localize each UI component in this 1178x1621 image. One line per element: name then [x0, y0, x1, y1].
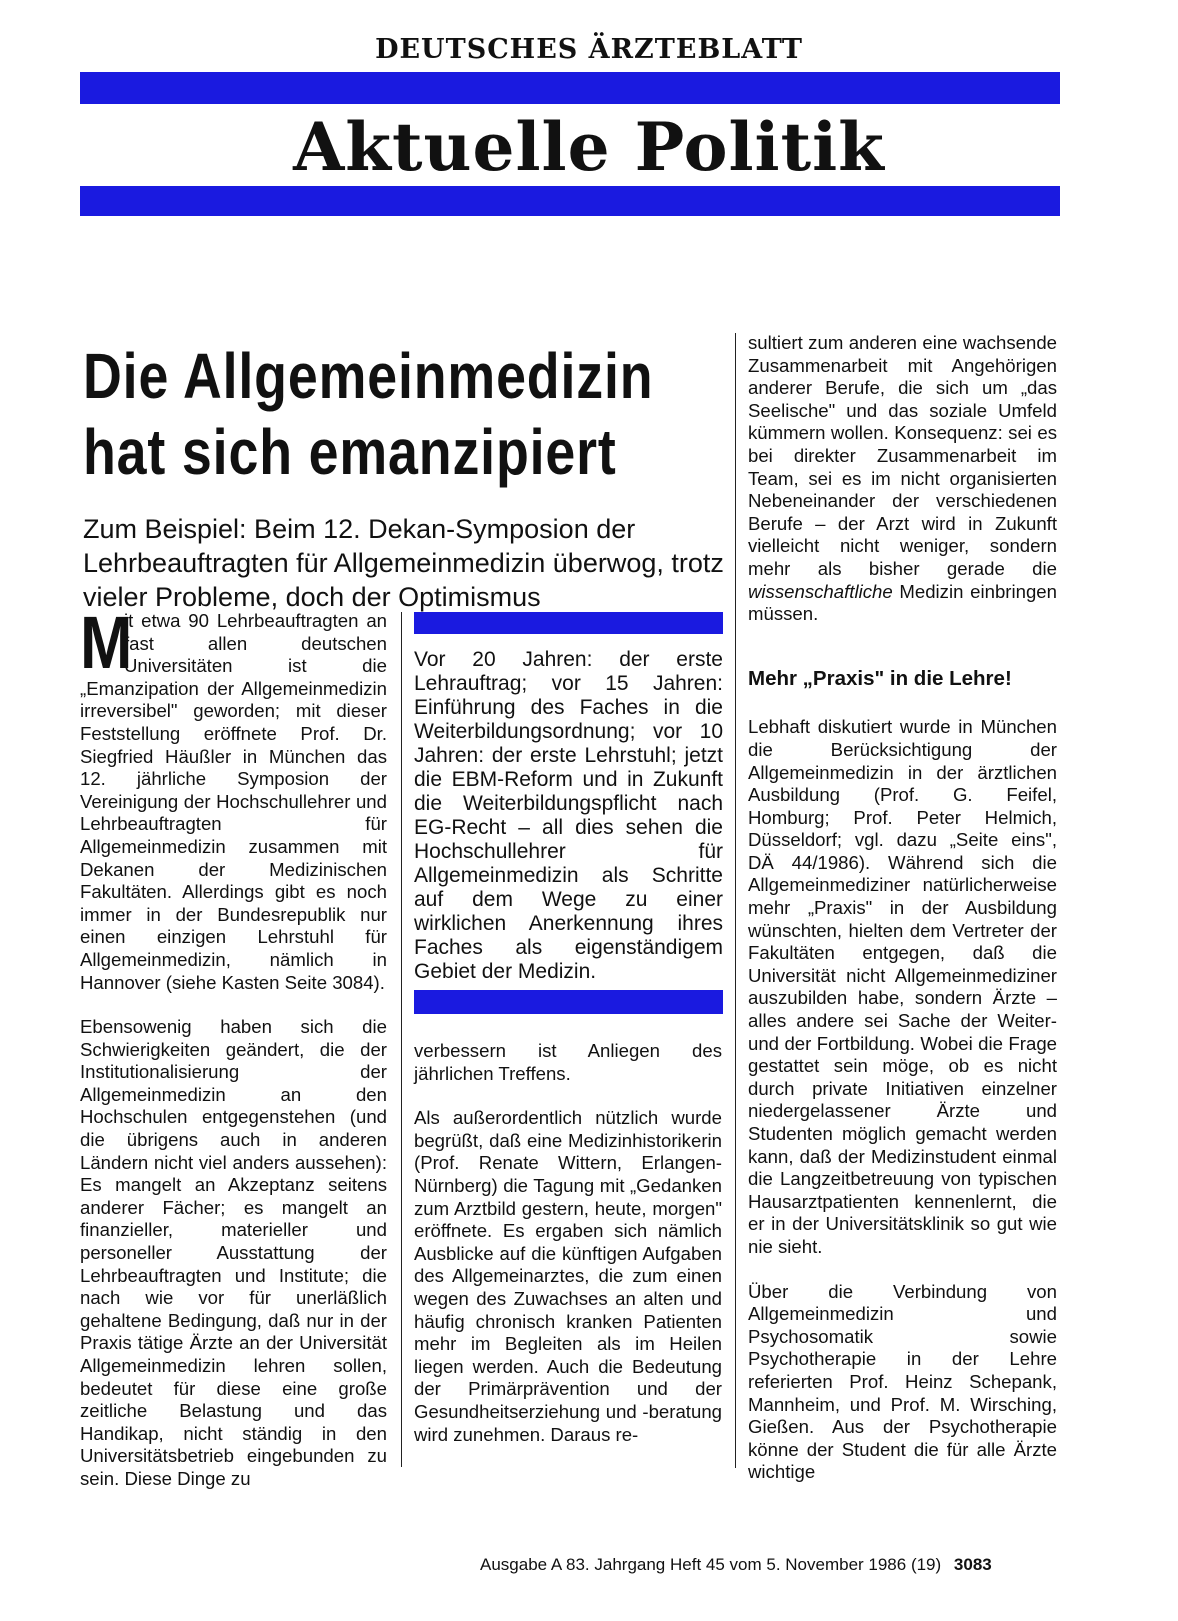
col3-paragraph-2: Lebhaft diskutiert wurde in München die Berücksichtigung der Allgemeinmedizin in der ärztlichen Ausbildung (Prof. G. Feifel, Homburg; Prof. Peter Helmich, Düsseldorf; vgl. dazu „Seite eins", DÄ 44/1986). Während sich die Allgemeinmediziner natürlicherweise mehr „Praxis" in der Ausbildung wünschten, hielten dem Vertreter der Fakultäten entgegen, daß die Universität nicht Allgemeinmediziner auszubilden habe, sondern Ärzte – alles andere sei Sache der Weiter- und der Fortbildung. Wobei die Frage gestattet sein möge, ob es nicht durch private Initiativen einzelner niedergelassener Ärzte und Studenten möglich gemacht werden kann, daß der Medizinstudent einmal die Langzeitbetreuung von typischen Hausarztpatienten kennenlernt, die er in der Universitätsklinik so gut wie nie sieht.: [748, 716, 1057, 1257]
headline-line-1: Die Allgemeinmedizin: [83, 340, 654, 412]
column-2: [414, 1040, 722, 1468]
headline-line-2: hat sich emanzipiert: [83, 416, 617, 488]
col2-paragraph-2: Als außerordentlich nützlich wurde begrüßt, daß eine Medizinhistorikerin (Prof. Renate Wittern, Erlangen-Nürnberg) die Tagung mit „Gedanken zum Arztbild gestern, heute, morgen" eröffnete. Es ergaben sich nämlich Ausblicke auf die künftigen Aufgaben des Allgemeinarztes, die zum einen wegen des Zuwachses an alten und häufig chronisch kranken Patienten mehr im Begleiten als im Heilen liegen werden. Auch die Bedeutung der Primärprävention und der Gesundheitserziehung und -beratung wird zunehmen. Daraus re-: [414, 1107, 722, 1445]
section-blue-bar: [80, 186, 1060, 216]
box-bottom-bar: [414, 990, 723, 1014]
top-blue-bar: [80, 72, 1060, 104]
highlight-box-text: Vor 20 Jahren: der erste Lehrauftrag; vor 15 Jahren: Einführung des Faches in die Weiterbildungsordnung; vor 10 Jahren: der erste Lehrstuhl; jetzt die EBM-Reform und in Zukunft die Weiterbildungspflicht nach EG-Recht – all dies sehen die Hochschullehrer für Allgemeinmedizin als Schritte auf dem Wege zu einer wirklichen Anerkennung ihres Faches als eigenständigem Gebiet der Medizin.: [414, 648, 723, 983]
section-title: Aktuelle Politik: [293, 108, 885, 186]
col2-paragraph-1: verbessern ist Anliegen des jährlichen Treffens.: [414, 1040, 722, 1084]
col3-paragraph-3: Über die Verbindung von Allgemeinmedizin und Psychosomatik sowie Psychotherapie in der Lehre referierten Prof. Heinz Schepank, Mannheim, und Prof. M. Wirsching, Gießen. Aus der Psychotherapie könne der Student die für alle Ärzte wichtige: [748, 1280, 1057, 1483]
col1-paragraph-1: M it etwa 90 Lehrbeauftragten an fast allen deutschen Universitäten ist die „Emanzipation der Allgemeinmedizin irreversibel" geworden; mit dieser Feststellung eröffnete Prof. Dr. Siegfried Häußler in München das 12. jährliche Symposion der Vereinigung der Hochschullehrer und Lehrbeauftragten für Allgemeinmedizin zusammen mit Dekanen der Medizinischen Fakultäten. Allerdings gibt es noch immer in der Bundesrepublik nur einen einzigen Lehrstuhl für Allgemeinmedizin, nämlich in Hannover (siehe Kasten Seite 3084).: [80, 601, 387, 993]
drop-cap: M: [80, 601, 133, 684]
footer-issue-info: Ausgabe A 83. Jahrgang Heft 45 vom 5. November 1986 (19): [480, 1555, 942, 1574]
article-subheadline: Zum Beispiel: Beim 12. Dekan-Symposion der Lehrbeauftragten für Allgemeinmedizin überwog, trotz vieler Probleme, doch der Optimismus: [83, 514, 724, 612]
column-divider-2: [735, 333, 736, 1468]
col1-paragraph-2: Ebensowenig haben sich die Schwierigkeiten geändert, die der Institutionalisierung der Allgemeinmedizin an den Hochschulen entgegenstehen (und die übrigens auch in anderen Ländern nicht viel anders aussehen): Es mangelt an Akzeptanz seitens anderer Fächer; es mangelt an finanzieller, materieller und personeller Ausstattung der Lehrbeauftragten und Institute; die nach wie vor für unerläßlich gehaltene Bedingung, daß nur in der Praxis tätige Ärzte an der Universität Allgemeinmedizin lehren sollen, bedeutet für diese eine große zeitliche Belastung und das Handikap, nicht ständig in den Universitätsbetrieb eingebunden zu sein. Diese Dinge zu: [80, 1016, 387, 1489]
col3-subheading: Mehr „Praxis" in die Lehre!: [748, 666, 1012, 690]
column-3: [748, 332, 1057, 1506]
article-headline: [83, 338, 654, 490]
box-top-bar: [414, 612, 723, 634]
page-footer: [480, 1555, 1060, 1575]
col3-paragraph-1: sultiert zum anderen eine wachsende Zusammenarbeit mit Angehörigen anderer Berufe, die sich um „das Seelische" und das soziale Umfeld kümmern wollen. Konsequenz: sei es bei direkter Zusammenarbeit im Team, sei es im nicht organisierten Nebeneinander der verschiedenen Berufe – der Arzt wird in Zukunft vielleicht nicht weniger, sondern mehr als bisher gerade die wissenschaftliche Medizin einbringen müssen.: [748, 332, 1057, 625]
column-1: [80, 601, 387, 1513]
page-number: 3083: [953, 1555, 992, 1574]
column-divider-1: [401, 612, 402, 1467]
masthead: DEUTSCHES ÄRZTEBLATT: [375, 34, 803, 65]
